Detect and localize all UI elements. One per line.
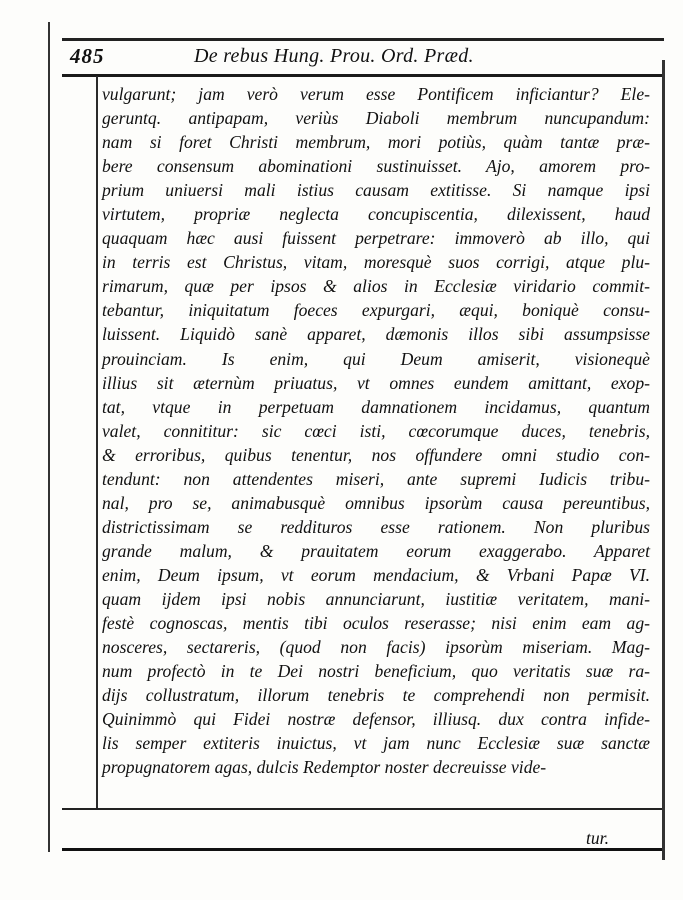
text-line: lis semper extiteris inuictus, vt jam nunc Ecclesiæ suæ sanctæ (102, 733, 650, 754)
text-line: quam ijdem ipsi nobis annunciarunt, iustitiæ veritatem, mani- (102, 588, 650, 609)
text-line: rimarum, quæ per ipsos & alios in Ecclesiæ viridario commit- (102, 276, 650, 297)
running-title: De rebus Hung. Prou. Ord. Præd. (194, 45, 474, 67)
foot-rule (62, 848, 662, 851)
header-rule (62, 74, 662, 77)
text-line: prouinciam. Is enim, qui Deum amiserit, visionequè (102, 348, 650, 369)
text-line: tebantur, iniquitatum foeces expurgari, æqui, boniquè consu- (102, 300, 650, 321)
inner-left-rule (96, 76, 98, 808)
text-line: nosceres, sectareris, (quod non facis) ipsorùm miseriam. Mag- (102, 637, 650, 658)
text-line: & erroribus, quibus tenentur, nos offundere omni studio con- (102, 444, 650, 465)
text-line: districtissimam se reddituros esse rationem. Non pluribus (102, 516, 650, 537)
text-line: vulgarunt; jam verò verum esse Pontificem inficiantur? Ele- (102, 84, 650, 104)
bottom-rule (62, 808, 662, 810)
text-line: grande malum, & prauitatem eorum exaggerabo. Apparet (102, 540, 650, 561)
text-line: virtutem, propriæ neglecta concupiscentia, dilexissent, haud (102, 204, 650, 225)
text-line: quaquam hæc ausi fuissent perpetrare: immoverò ab illo, qui (102, 228, 650, 249)
text-line: Quinimmò qui Fidei nostræ defensor, illiusq. dux contra infide- (102, 709, 650, 730)
text-line: illius sit æternùm priuatus, vt omnes eundem amittant, exop- (102, 372, 650, 393)
top-rule (62, 38, 664, 41)
text-line: dijs collustratum, illorum tenebris te comprehendi non permisit. (102, 685, 650, 706)
text-line: enim, Deum ipsum, vt eorum mendacium, & Vrbani Papæ VI. (102, 564, 650, 585)
running-head (62, 44, 662, 72)
outer-right-rule (662, 60, 665, 860)
text-line: luissent. Liquidò sanè apparet, dæmonis illos sibi assumpsisse (102, 324, 650, 345)
text-line: in terris est Christus, vitam, moresquè suos corrigi, atque plu- (102, 252, 650, 273)
catchword: tur. (586, 828, 609, 848)
text-line: geruntq. antipapam, veriùs Diaboli membrum nuncupandum: (102, 108, 650, 129)
text-line: num profectò in te Dei nostri beneficium, quo veritatis suæ ra- (102, 661, 650, 682)
text-line: tat, vtque in perpetuam damnationem incidamus, quantum (102, 396, 650, 417)
text-line: prium uniuersi mali istius causam extitisse. Si namque ipsi (102, 180, 650, 201)
text-line: tendunt: non attendentes miseri, ante supremi Iudicis tribu- (102, 468, 650, 489)
text-line: propugnatorem agas, dulcis Redemptor noster decreuisse vide- (102, 757, 547, 778)
page-number: 485 (70, 44, 105, 68)
text-line: valet, connititur: sic cœci isti, cœcorumque duces, tenebris, (102, 420, 650, 441)
text-line: nam si foret Christi membrum, mori potiùs, quàm tantæ præ- (102, 132, 650, 153)
body-text (102, 82, 650, 779)
text-line: bere consensum abominationi sustinuisset. Ajo, amorem pro- (102, 156, 650, 177)
outer-left-rule (48, 22, 50, 852)
text-line: festè cognoscas, mentis tibi oculos reserasse; nisi enim eam ag- (102, 613, 650, 634)
text-line: nal, pro se, animabusquè omnibus ipsorùm causa pereuntibus, (102, 492, 650, 513)
